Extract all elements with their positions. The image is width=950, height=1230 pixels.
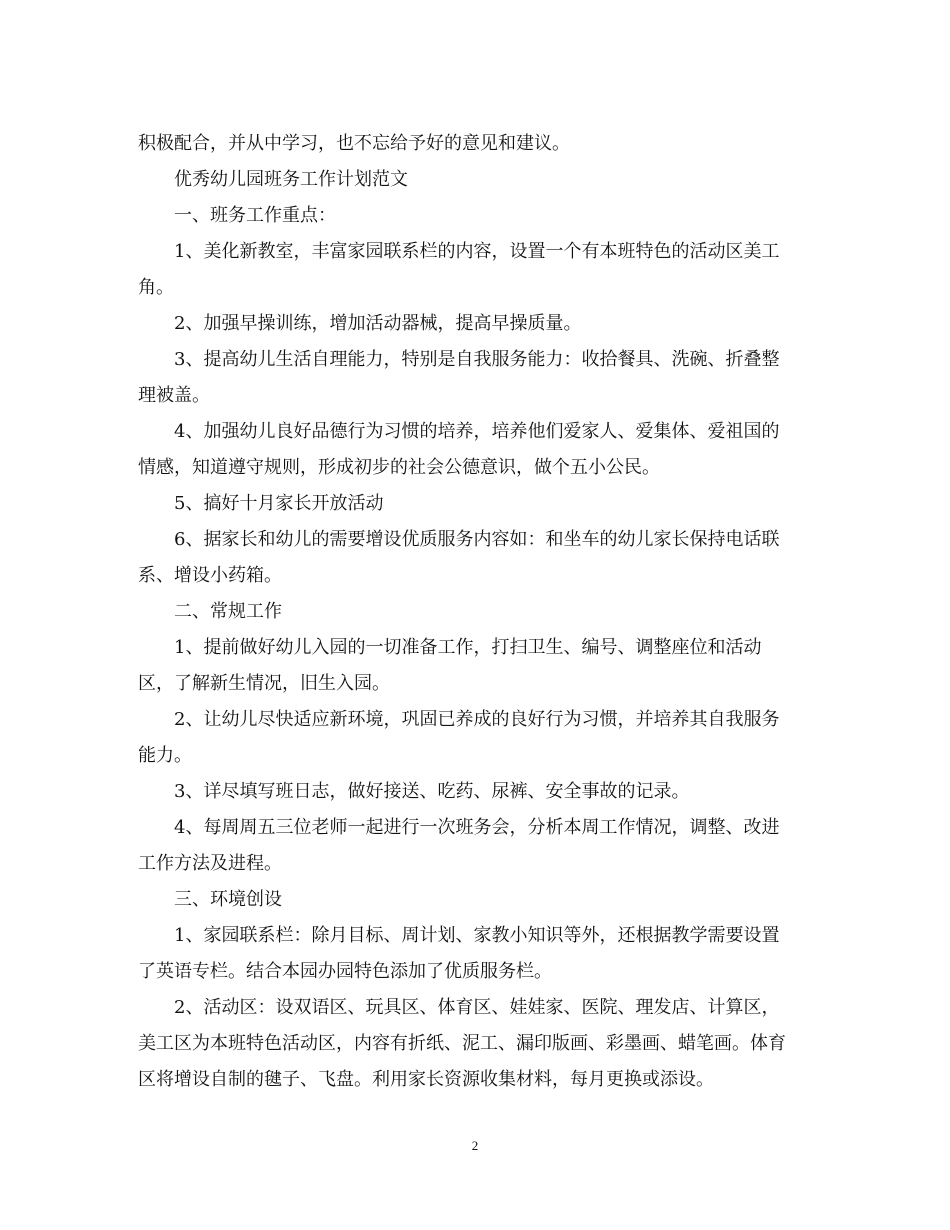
paragraph-line: 2、让幼儿尽快适应新环境，巩固已养成的良好行为习惯，并培养其自我服务 bbox=[174, 709, 780, 730]
paragraph-line: 1、家园联系栏：除月目标、周计划、家教小知识等外，还根据教学需要设置 bbox=[174, 925, 780, 946]
paragraph-line: 区，了解新生情况，旧生入园。 bbox=[138, 673, 390, 694]
paragraph-line: 能力。 bbox=[138, 745, 192, 766]
paragraph-line: 积极配合，并从中学习，也不忘给予好的意见和建议。 bbox=[138, 133, 570, 154]
section-heading: 三、环境创设 bbox=[174, 889, 282, 910]
paragraph-line: 1、提前做好幼儿入园的一切准备工作，打扫卫生、编号、调整座位和活动 bbox=[174, 637, 762, 658]
paragraph-line: 4、每周周五三位老师一起进行一次班务会，分析本周工作情况，调整、改进 bbox=[174, 817, 780, 838]
paragraph-line: 3、提高幼儿生活自理能力，特别是自我服务能力：收拾餐具、洗碗、折叠整 bbox=[174, 349, 780, 370]
paragraph-line: 情感，知道遵守规则，形成初步的社会公德意识，做个五小公民。 bbox=[138, 457, 660, 478]
paragraph-line: 2、活动区：设双语区、玩具区、体育区、娃娃家、医院、理发店、计算区， bbox=[174, 997, 780, 1018]
paragraph-line: 2、加强早操训练，增加活动器械，提高早操质量。 bbox=[174, 313, 582, 334]
paragraph-line: 美工区为本班特色活动区，内容有折纸、泥工、漏印版画、彩墨画、蜡笔画。体育 bbox=[138, 1033, 786, 1054]
paragraph-line: 理被盖。 bbox=[138, 385, 210, 406]
paragraph-line: 5、搞好十月家长开放活动 bbox=[174, 493, 384, 514]
paragraph-line: 4、加强幼儿良好品德行为习惯的培养，培养他们爱家人、爱集体、爱祖国的 bbox=[174, 421, 780, 442]
document-title: 优秀幼儿园班务工作计划范文 bbox=[174, 169, 408, 190]
section-heading: 二、常规工作 bbox=[174, 601, 282, 622]
paragraph-line: 3、详尽填写班日志，做好接送、吃药、尿裤、安全事故的记录。 bbox=[174, 781, 690, 802]
paragraph-line: 工作方法及进程。 bbox=[138, 853, 282, 874]
section-heading: 一、班务工作重点： bbox=[174, 205, 336, 226]
document-body bbox=[138, 126, 810, 1098]
paragraph-line: 角。 bbox=[138, 277, 174, 298]
paragraph-line: 1、美化新教室，丰富家园联系栏的内容，设置一个有本班特色的活动区美工 bbox=[174, 241, 780, 262]
paragraph-line: 了英语专栏。结合本园办园特色添加了优质服务栏。 bbox=[138, 961, 552, 982]
paragraph-line: 区将增设自制的毽子、飞盘。利用家长资源收集材料，每月更换或添设。 bbox=[138, 1069, 714, 1090]
page-number: 2 bbox=[471, 1138, 479, 1153]
paragraph-line: 系、增设小药箱。 bbox=[138, 565, 282, 586]
paragraph-line: 6、据家长和幼儿的需要增设优质服务内容如：和坐车的幼儿家长保持电话联 bbox=[174, 529, 780, 550]
